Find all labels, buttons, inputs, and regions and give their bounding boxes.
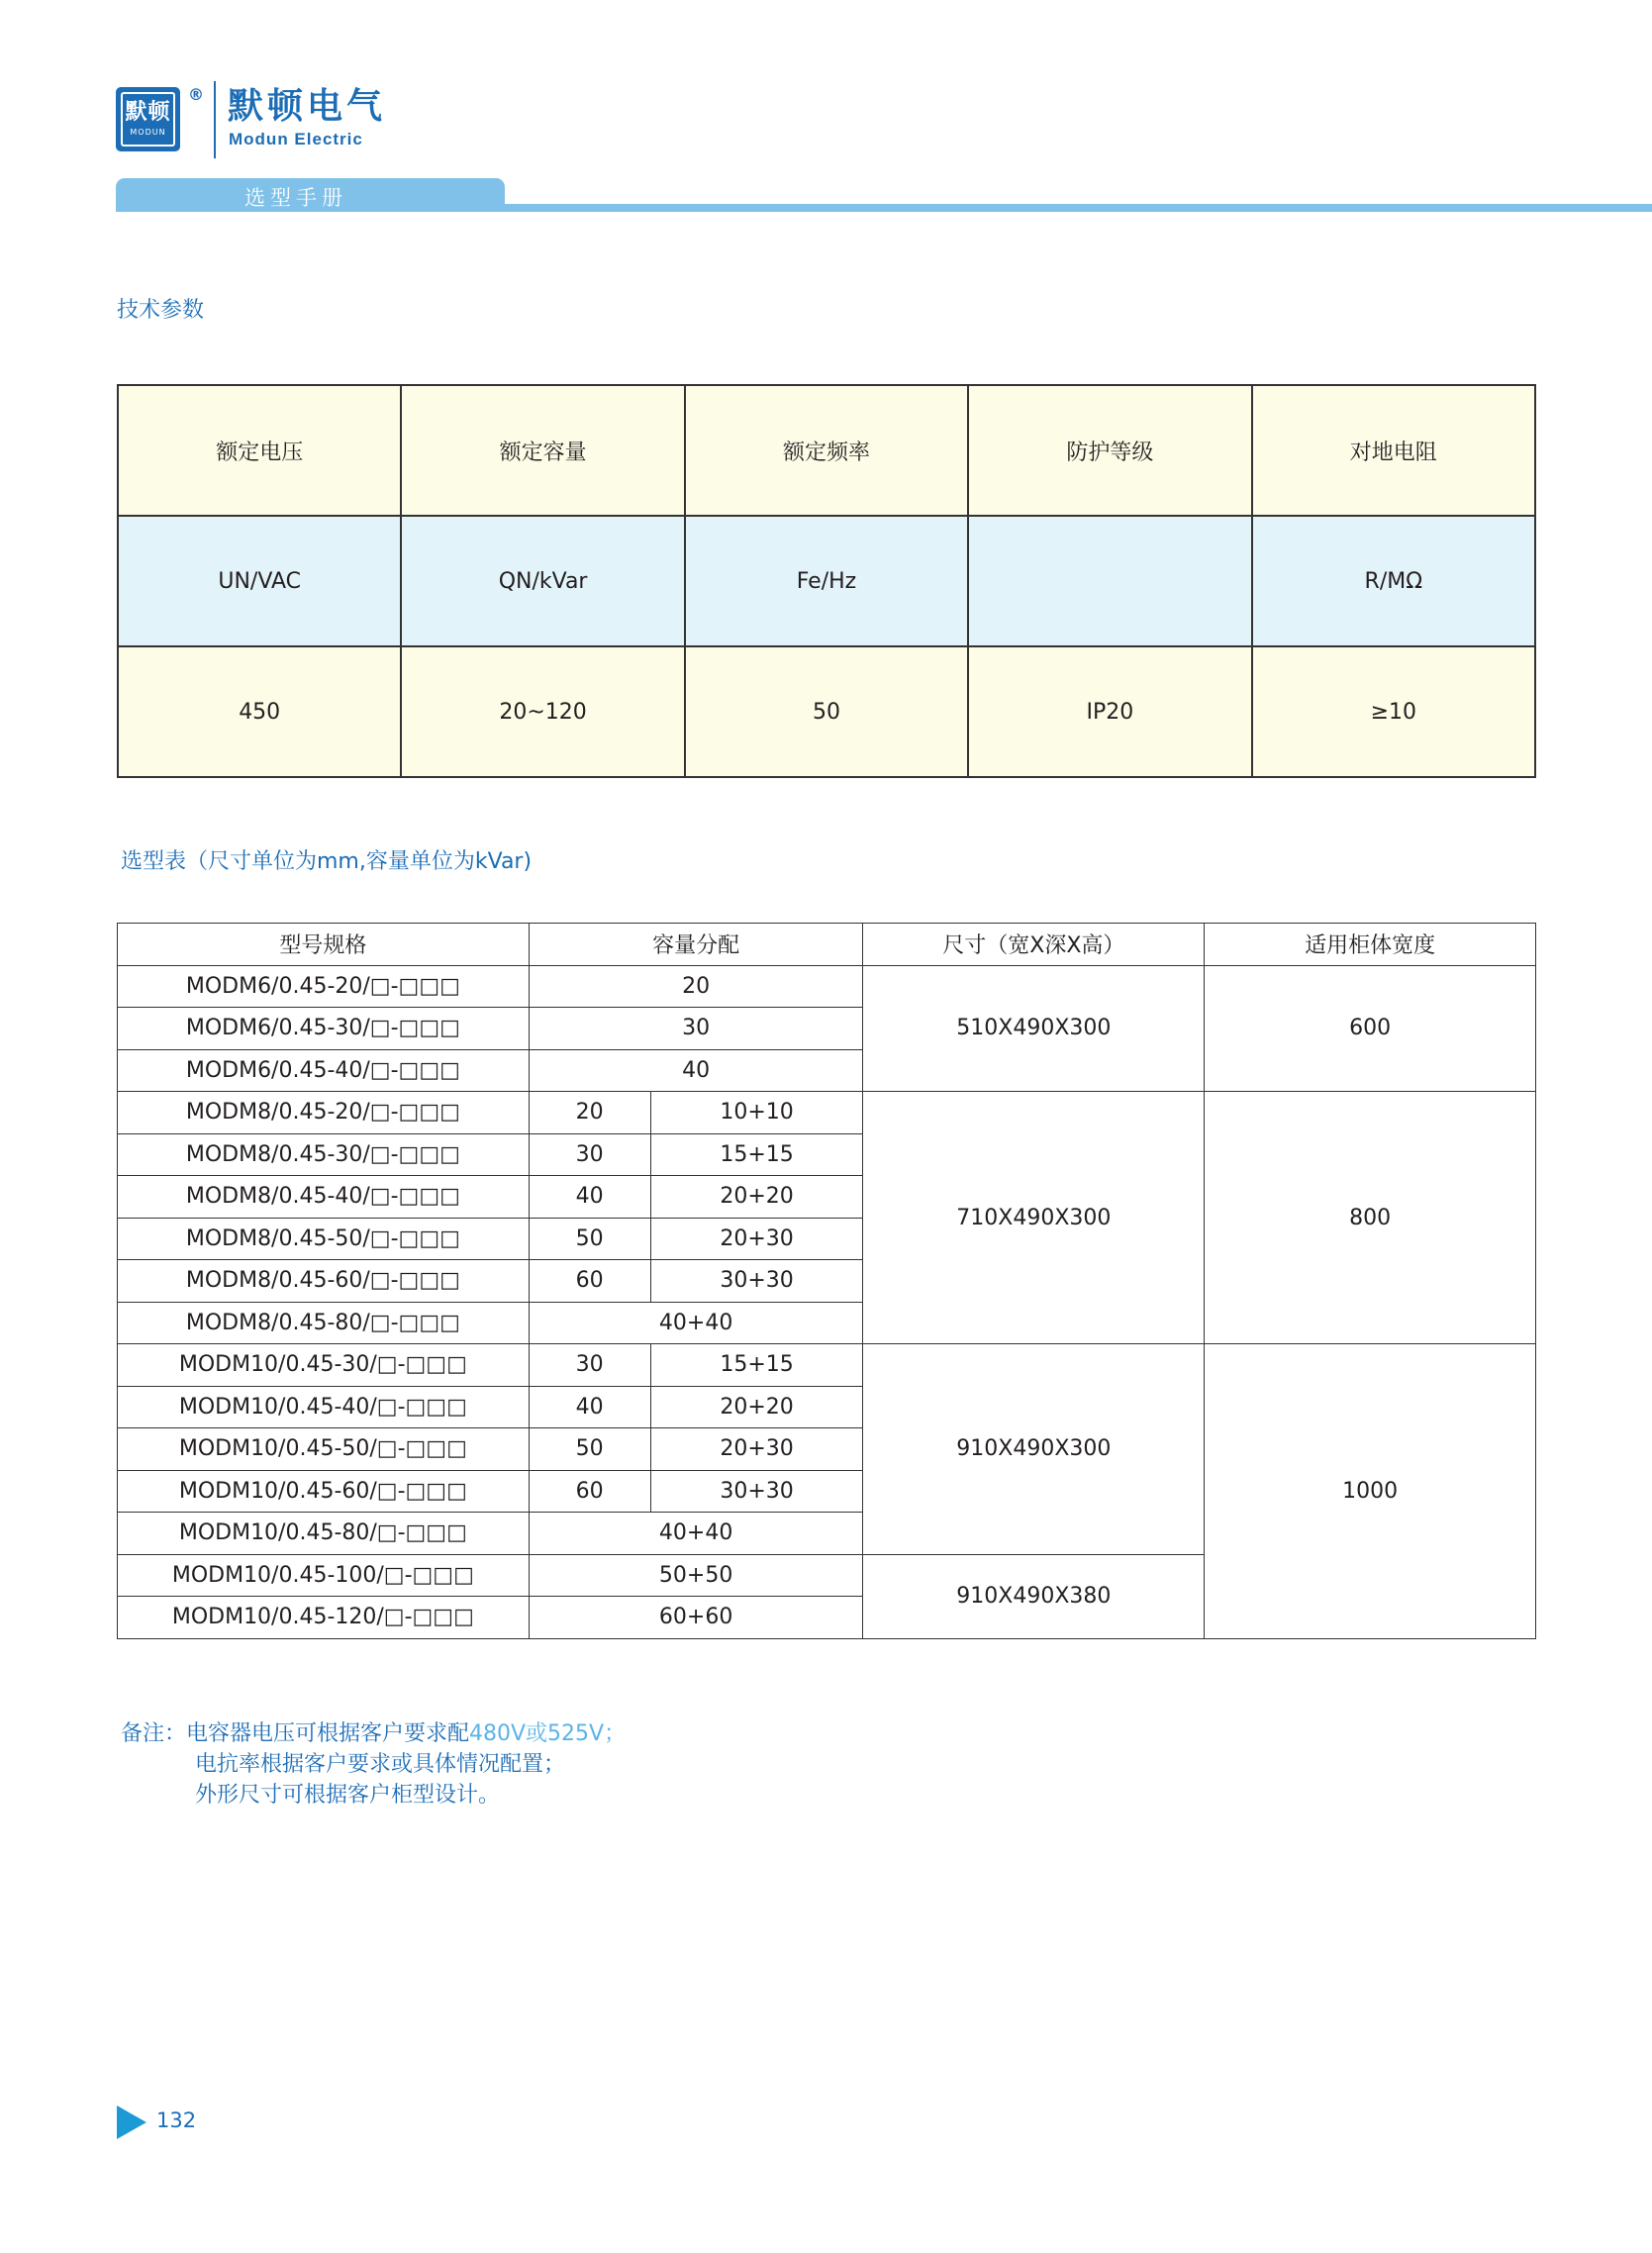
capacity-cell: 60: [529, 1470, 650, 1513]
tech-params-table: [117, 384, 1536, 778]
table-row: [118, 965, 1536, 1008]
model-cell: MODM6/0.45-20/□-□□□: [118, 965, 530, 1008]
note-line-1: [121, 1718, 626, 1749]
header-cell: 型号规格: [118, 924, 530, 966]
cabinet-width-cell: 800: [1205, 1092, 1536, 1344]
size-cell: 710X490X300: [863, 1092, 1205, 1344]
capacity-split-cell: 15+15: [650, 1133, 863, 1176]
header-cell: 尺寸（宽X深X高）: [863, 924, 1205, 966]
tech-header-row: [118, 385, 1535, 516]
size-cell: 910X490X300: [863, 1344, 1205, 1555]
value-cell: IP20: [968, 646, 1251, 777]
company-logo: [116, 87, 180, 151]
note-text: 备注：电容器电压可根据客户要求配: [121, 1721, 470, 1746]
value-cell: 50: [685, 646, 968, 777]
model-cell: MODM8/0.45-40/□-□□□: [118, 1176, 530, 1219]
capacity-cell: 30: [529, 1344, 650, 1387]
model-cell: MODM10/0.45-120/□-□□□: [118, 1597, 530, 1639]
capacity-split-cell: 10+10: [650, 1092, 863, 1134]
note-line-3: 外形尺寸可根据客户柜型设计。: [195, 1783, 501, 1808]
table-row: [118, 1092, 1536, 1134]
capacity-cell: 40+40: [529, 1513, 863, 1555]
tech-unit-row: [118, 516, 1535, 646]
header-cell: 额定容量: [401, 385, 684, 516]
tech-params-title: 技术参数: [117, 298, 205, 323]
model-cell: MODM10/0.45-100/□-□□□: [118, 1554, 530, 1597]
cabinet-width-cell: 1000: [1205, 1344, 1536, 1639]
model-cell: MODM8/0.45-20/□-□□□: [118, 1092, 530, 1134]
size-cell: 510X490X300: [863, 965, 1205, 1092]
model-cell: MODM10/0.45-30/□-□□□: [118, 1344, 530, 1387]
selection-table: [117, 923, 1536, 1639]
model-cell: MODM6/0.45-30/□-□□□: [118, 1008, 530, 1050]
header-cell: 容量分配: [529, 924, 863, 966]
model-cell: MODM10/0.45-60/□-□□□: [118, 1470, 530, 1513]
model-cell: MODM8/0.45-60/□-□□□: [118, 1260, 530, 1303]
section-tab-label: 选型手册: [244, 186, 347, 210]
unit-cell: QN/kVar: [401, 516, 684, 646]
unit-cell: UN/VAC: [118, 516, 401, 646]
header-cell: 适用柜体宽度: [1205, 924, 1536, 966]
size-cell: 910X490X380: [863, 1554, 1205, 1638]
brand-name-en: Modun Electric: [229, 130, 363, 148]
cabinet-width-cell: 600: [1205, 965, 1536, 1092]
capacity-split-cell: 20+20: [650, 1386, 863, 1428]
unit-cell: Fe/Hz: [685, 516, 968, 646]
unit-cell: [968, 516, 1251, 646]
note-highlight: 480V或525V；: [469, 1721, 627, 1746]
tech-value-row: [118, 646, 1535, 777]
capacity-cell: 30: [529, 1008, 863, 1050]
logo-mark: 默顿: [125, 100, 171, 125]
model-cell: MODM8/0.45-80/□-□□□: [118, 1302, 530, 1344]
capacity-cell: 30: [529, 1133, 650, 1176]
note-line-2: 电抗率根据客户要求或具体情况配置；: [195, 1752, 566, 1777]
capacity-split-cell: 30+30: [650, 1470, 863, 1513]
header-cell: 对地电阻: [1252, 385, 1535, 516]
logo-sub: MODUN: [130, 128, 166, 137]
capacity-cell: 40: [529, 1176, 650, 1219]
selection-table-title: 选型表（尺寸单位为mm,容量单位为kVar): [121, 849, 533, 874]
capacity-cell: 20: [529, 1092, 650, 1134]
capacity-cell: 20: [529, 965, 863, 1008]
unit-cell: R/MΩ: [1252, 516, 1535, 646]
brand-name-cn: 默顿电气: [228, 86, 387, 127]
capacity-split-cell: 20+30: [650, 1428, 863, 1471]
selection-header-row: [118, 924, 1536, 966]
capacity-cell: 40+40: [529, 1302, 863, 1344]
value-cell: 20~120: [401, 646, 684, 777]
page-number: 132: [156, 2108, 197, 2132]
capacity-cell: 40: [529, 1386, 650, 1428]
model-cell: MODM10/0.45-80/□-□□□: [118, 1513, 530, 1555]
capacity-cell: 40: [529, 1049, 863, 1092]
capacity-cell: 60+60: [529, 1597, 863, 1639]
registered-mark: ®: [188, 85, 204, 104]
capacity-split-cell: 20+30: [650, 1218, 863, 1260]
header-cell: 防护等级: [968, 385, 1251, 516]
capacity-cell: 50: [529, 1428, 650, 1471]
capacity-cell: 50+50: [529, 1554, 863, 1597]
logo-divider: [214, 81, 216, 158]
header-cell: 额定频率: [685, 385, 968, 516]
model-cell: MODM10/0.45-50/□-□□□: [118, 1428, 530, 1471]
header-cell: 额定电压: [118, 385, 401, 516]
model-cell: MODM8/0.45-30/□-□□□: [118, 1133, 530, 1176]
capacity-cell: 50: [529, 1218, 650, 1260]
capacity-split-cell: 20+20: [650, 1176, 863, 1219]
capacity-split-cell: 15+15: [650, 1344, 863, 1387]
capacity-split-cell: 30+30: [650, 1260, 863, 1303]
table-row: [118, 1344, 1536, 1387]
page-arrow-icon: [117, 2106, 146, 2139]
capacity-cell: 60: [529, 1260, 650, 1303]
model-cell: MODM6/0.45-40/□-□□□: [118, 1049, 530, 1092]
model-cell: MODM8/0.45-50/□-□□□: [118, 1218, 530, 1260]
value-cell: ≥10: [1252, 646, 1535, 777]
section-tab: [116, 178, 505, 212]
model-cell: MODM10/0.45-40/□-□□□: [118, 1386, 530, 1428]
value-cell: 450: [118, 646, 401, 777]
